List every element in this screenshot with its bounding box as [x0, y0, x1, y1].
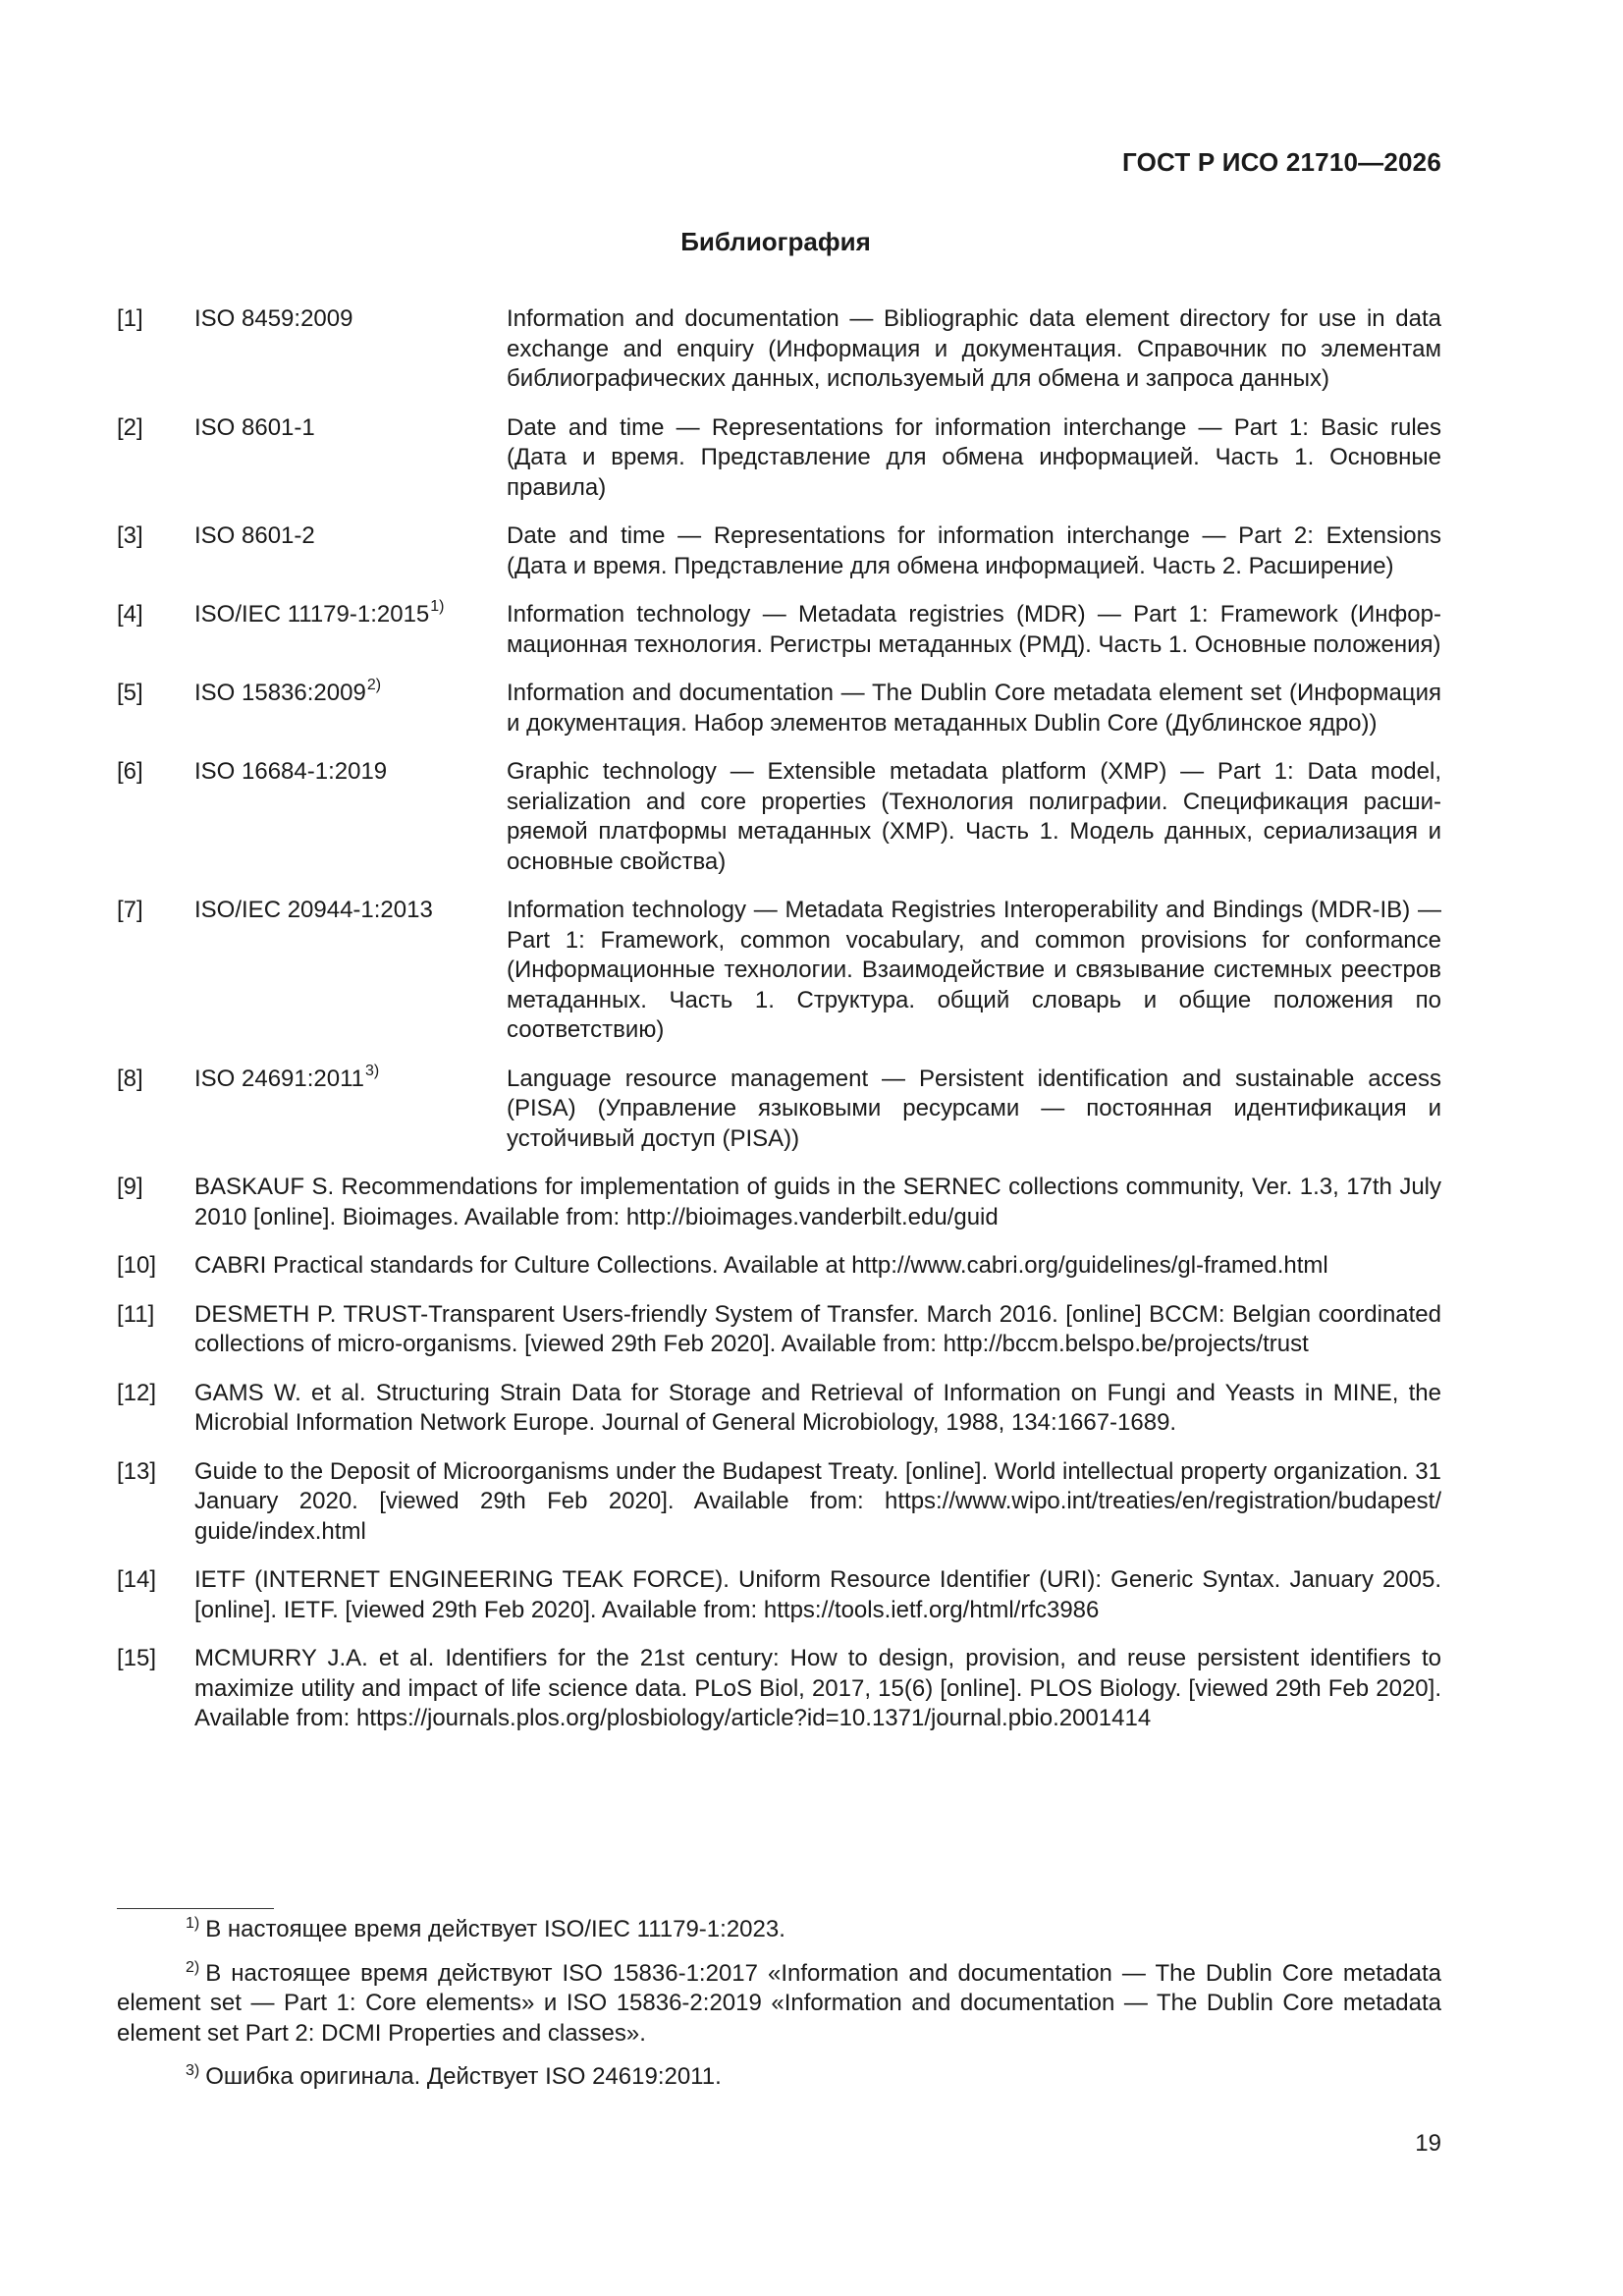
entry-number: [7] [117, 897, 143, 923]
standard-designation: ГОСТ Р ИСО 21710—2026 [1121, 147, 1441, 177]
standard-code: ISO 15836:2009$^{2)}$ [194, 677, 382, 706]
entry-number: [9] [117, 1174, 143, 1200]
standard-code: ISO 8601-1 [194, 413, 315, 441]
entry-title: Language resource management — Persistent identification and sustainable access (PISA) (Управление языковыми ресурсами — постоянная идентификация и устойчивый доступ (PISA)) [507, 1065, 1441, 1152]
entry-title: Information technology — Metadata registries (MDR) — Part 1: Framework (Информационная технология. Регистры метаданных (РМД). Часть 1. Основные положения) [507, 601, 1441, 658]
entry-number: [13] [117, 1457, 157, 1485]
footnote-mark: 3) [186, 2062, 200, 2079]
standard-code: ISO/IEC 20944-1:2013 [194, 897, 433, 923]
entry-title: Information and documentation — The Dublin Core metadata element set (Информация и документация. Набор элементов метаданных Dublin Core (Дублинское ядро)) [507, 680, 1441, 737]
entry-number: [5] [117, 680, 143, 706]
page-number: 19 [1415, 2130, 1441, 2157]
footnote [117, 2062, 1441, 2093]
footnote-marker: 2) [366, 677, 382, 693]
bibliography-entry [117, 521, 1441, 581]
entry-number: [4] [117, 601, 143, 628]
page-title: Библиография [680, 227, 871, 256]
bibliography-entry [117, 600, 1441, 660]
footnote-text: В настоящее время действует ISO/IEC 11179-1:2023. [205, 1916, 785, 1942]
entry-title: Graphic technology — Extensible metadata platform (XMP) — Part 1: Data model, serialization and core properties (Технология полиграфии. Спецификация расширяемой платформы метаданных (XMP). Часть 1. Модель данных, сериализация и основные свойства) [507, 758, 1441, 875]
entry-citation: GAMS W. et al. Structuring Strain Data for Storage and Retrieval of Information on Fungi and Yeasts in MINE, the Microbial Information Network Europe. Journal of General Microbiology, 1988, 134:1667-1689. [194, 1379, 1441, 1436]
entry-citation: CABRI Practical standards for Culture Collections. Available at http://www.cabri.org/guidelines/gl-framed.html [194, 1252, 1328, 1279]
bibliography-entry [117, 413, 1441, 504]
bibliography-entry [117, 1251, 1441, 1282]
entry-title: Information and documentation — Bibliographic data element directory for use in data exchange and enquiry (Информация и документация. Справочник по элементам библиографических данных, используемый для обмена и запроса данных) [507, 305, 1441, 392]
standard-code: ISO 16684-1:2019 [194, 758, 388, 785]
entry-number: [6] [117, 758, 143, 785]
bibliography-entry [117, 1457, 1441, 1548]
bibliography-entry [117, 757, 1441, 877]
footnote-text: Ошибка оригинала. Действует ISO 24619:2011. [205, 2063, 722, 2090]
footnote-mark: 2) [186, 1958, 200, 1976]
standard-code: ISO 8459:2009 [194, 305, 353, 332]
bibliography-entry [117, 1379, 1441, 1439]
standard-code: ISO 8601-2 [194, 522, 315, 549]
bibliography-entry [117, 679, 1441, 738]
entry-number: [11] [117, 1300, 155, 1328]
bibliography-entry [117, 1644, 1441, 1734]
entry-number: [10] [117, 1252, 157, 1279]
entry-number: [3] [117, 522, 143, 549]
footnote-separator [117, 1908, 274, 1909]
entry-citation: DESMETH P. TRUST-Transparent Users-friendly System of Transfer. March 2016. [online] BCCM: Belgian coordinated collections of micro-organisms. [viewed 29th Feb 2020]. Available from: http://bccm.belspo.be/projects/​trust [194, 1300, 1441, 1357]
entry-citation: MCMURRY J.A. et al. Identifiers for the 21st century: How to design, provision, and reuse persistent identifiers to maximize utility and impact of life science data. PLoS Biol, 2017, 15(6) [online]. PLOS Biology. [viewed 29th Feb 2020]. Available from: https://journals.plos.org/plosbiology/article?id=10.1371/journal.pbio.2001414 [194, 1645, 1441, 1731]
entry-number: [15] [117, 1645, 157, 1671]
entry-title: Date and time — Representations for information interchange — Part 1: Basic rules (Дата и время. Представление для обмена информацией. Часть 1. Основные правила) [507, 413, 1441, 501]
standard-code: ISO 24691:2011$^{3)}$ [194, 1062, 380, 1092]
footnotes [117, 1915, 1441, 2106]
bibliography-entry [117, 1062, 1441, 1155]
footnote-mark: 1) [186, 1915, 200, 1932]
footnote-text: В настоящее время действуют ISO 15836-1:2017 «Information and documentation — The Dublin Core metadata element set — Part 1: Core elements» и ISO 15836-2:2019 «Information and documentation — The Dublin Core metadata element set Part 2: DCMI Properties and classes». [117, 1959, 1441, 2047]
footnote [117, 1915, 1441, 1945]
entry-number: [12] [117, 1379, 157, 1406]
bibliography-entry [117, 1173, 1441, 1232]
entry-number: [1] [117, 305, 143, 332]
entry-number: [2] [117, 413, 143, 441]
entry-citation: IETF (INTERNET ENGINEERING TEAK FORCE). Uniform Resource Identifier (URI): Generic Syntax. January 2005. [online]. IETF. [viewed 29th Feb 2020]. Available from: https://tools.ietf.org/html/rfc3986 [194, 1566, 1441, 1623]
bibliography-entry [117, 1300, 1441, 1360]
entry-title: Date and time — Representations for information interchange — Part 2: Extensions (Дата и время. Представление для обмена информацией. Часть 2. Расширение) [507, 522, 1441, 579]
bibliography-entry [117, 304, 1441, 395]
entry-citation: BASKAUF S. Recommendations for implementation of guids in the SERNEC collections community, Ver. 1.3, 17th July 2010 [online]. Bioimages. Available from: http://bioimages.vanderbilt.edu/guid [194, 1174, 1441, 1230]
entry-citation: Guide to the Deposit of Microorganisms under the Budapest Treaty. [online]. World intellectual property organization. 31 January 2020. [viewed 29th Feb 2020]. Available from: https://www.wipo.int/treaties/en/registration/budapest/​guide/index.html [194, 1457, 1441, 1545]
entry-number: [8] [117, 1065, 143, 1092]
footnote [117, 1959, 1441, 2050]
entry-title: Information technology — Metadata Registries Interoperability and Bindings (MDR-IB) — Part 1: Framework, common vocabulary, and common provisions for conformance (Информационные технологии. Взаимодействие и связывание системных реестров метаданных. Часть 1. Структура. общий словарь и общие положения по соответствию) [507, 897, 1441, 1043]
bibliography-entry [117, 1565, 1441, 1625]
footnote-marker: 1) [430, 598, 445, 615]
bibliography-list [117, 304, 1441, 1753]
bibliography-entry [117, 896, 1441, 1046]
standard-code: ISO/IEC 11179-1:2015$^{1)}$ [194, 598, 445, 628]
footnote-marker: 3) [365, 1062, 380, 1079]
entry-number: [14] [117, 1566, 157, 1593]
